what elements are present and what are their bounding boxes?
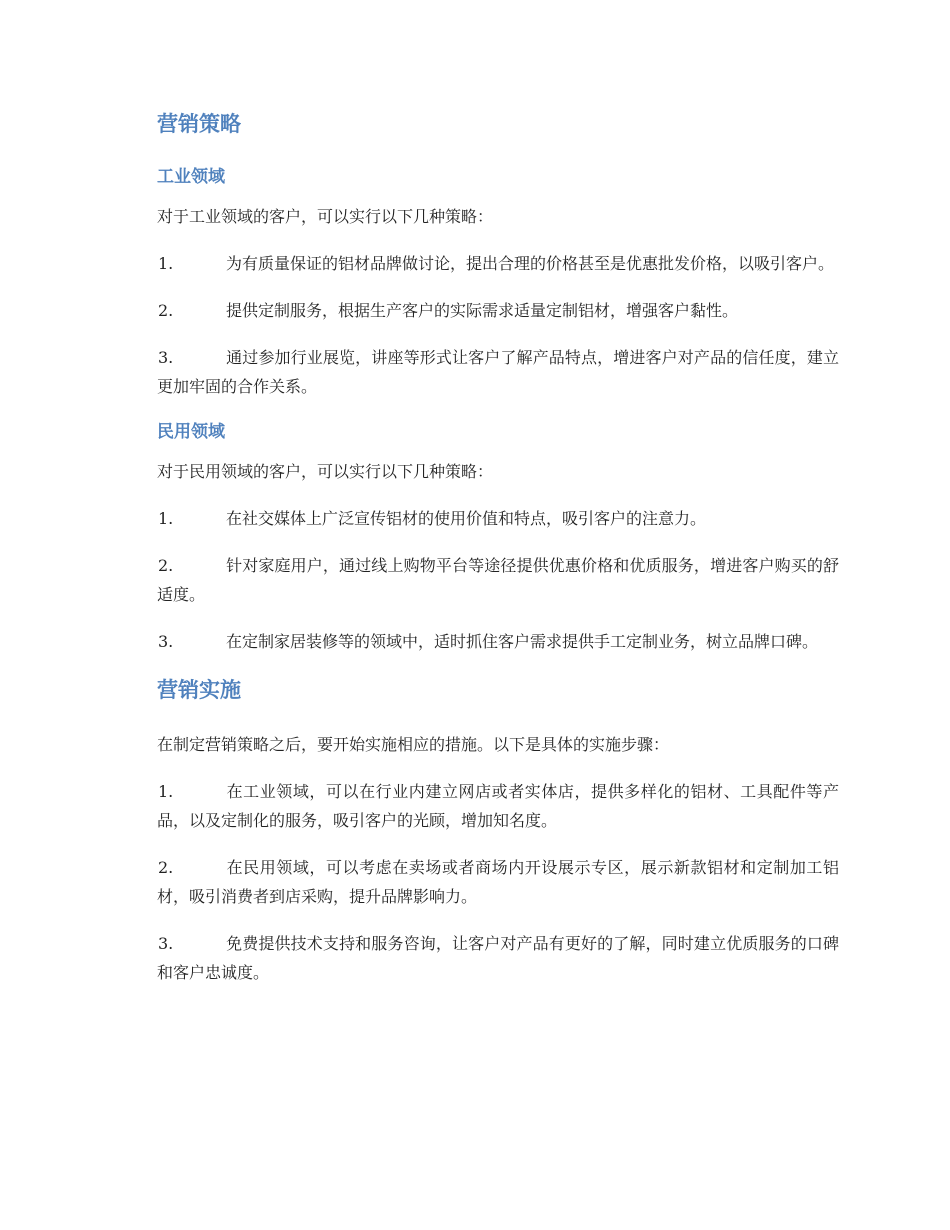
list-number: 2. <box>158 858 174 877</box>
document-page <box>157 108 839 1005</box>
list-item-text: 通过参加行业展览，讲座等形式让客户了解产品特点，增进客户对产品的信任度，建立更加牢固的合作关系。 <box>157 348 839 396</box>
intro-paragraph-implementation: 在制定营销策略之后，要开始实施相应的措施。以下是具体的实施步骤： <box>157 735 670 754</box>
list-item <box>157 343 839 401</box>
list-item <box>157 777 839 835</box>
intro-paragraph-industrial: 对于工业领域的客户，可以实行以下几种策略： <box>157 207 494 226</box>
section-heading-strategy: 营销策略 <box>157 112 241 136</box>
list-item-text: 免费提供技术支持和服务咨询，让客户对产品有更好的了解，同时建立优质服务的口碑和客户忠诚度。 <box>157 934 839 982</box>
list-item-text: 在定制家居装修等的领域中，适时抓住客户需求提供手工定制业务，树立品牌口碑。 <box>226 632 819 651</box>
list-item-text: 针对家庭用户，通过线上购物平台等途径提供优惠价格和优质服务，增进客户购买的舒适度。 <box>157 556 839 604</box>
list-item-text: 在工业领域，可以在行业内建立网店或者实体店，提供多样化的铝材、工具配件等产品，以及定制化的服务，吸引客户的光顾，增加知名度。 <box>157 782 839 830</box>
list-item <box>157 504 839 533</box>
list-number: 3. <box>158 348 174 367</box>
intro-paragraph-civil: 对于民用领域的客户，可以实行以下几种策略： <box>157 462 494 481</box>
subsection-heading-industrial: 工业领域 <box>157 167 225 187</box>
list-number: 2. <box>158 556 174 575</box>
list-item <box>157 296 839 325</box>
list-item-text: 为有质量保证的铝材品牌做讨论，提出合理的价格甚至是优惠批发价格，以吸引客户。 <box>226 254 835 273</box>
list-item <box>157 929 839 987</box>
list-item <box>157 853 839 911</box>
subsection-heading-civil: 民用领域 <box>157 422 225 442</box>
list-number: 1. <box>158 509 174 528</box>
list-item <box>157 551 839 609</box>
list-item-text: 在社交媒体上广泛宣传铝材的使用价值和特点，吸引客户的注意力。 <box>226 509 707 528</box>
list-number: 1. <box>158 254 174 273</box>
list-item-text: 提供定制服务，根据生产客户的实际需求适量定制铝材，增强客户黏性。 <box>226 301 739 320</box>
list-number: 3. <box>158 934 174 953</box>
list-number: 2. <box>158 301 174 320</box>
list-item <box>157 627 839 656</box>
list-item <box>157 249 839 278</box>
list-item-text: 在民用领域，可以考虑在卖场或者商场内开设展示专区，展示新款铝材和定制加工铝材，吸引消费者到店采购，提升品牌影响力。 <box>157 858 839 906</box>
list-number: 3. <box>158 632 174 651</box>
section-heading-implementation: 营销实施 <box>157 678 241 702</box>
list-number: 1. <box>158 782 174 801</box>
